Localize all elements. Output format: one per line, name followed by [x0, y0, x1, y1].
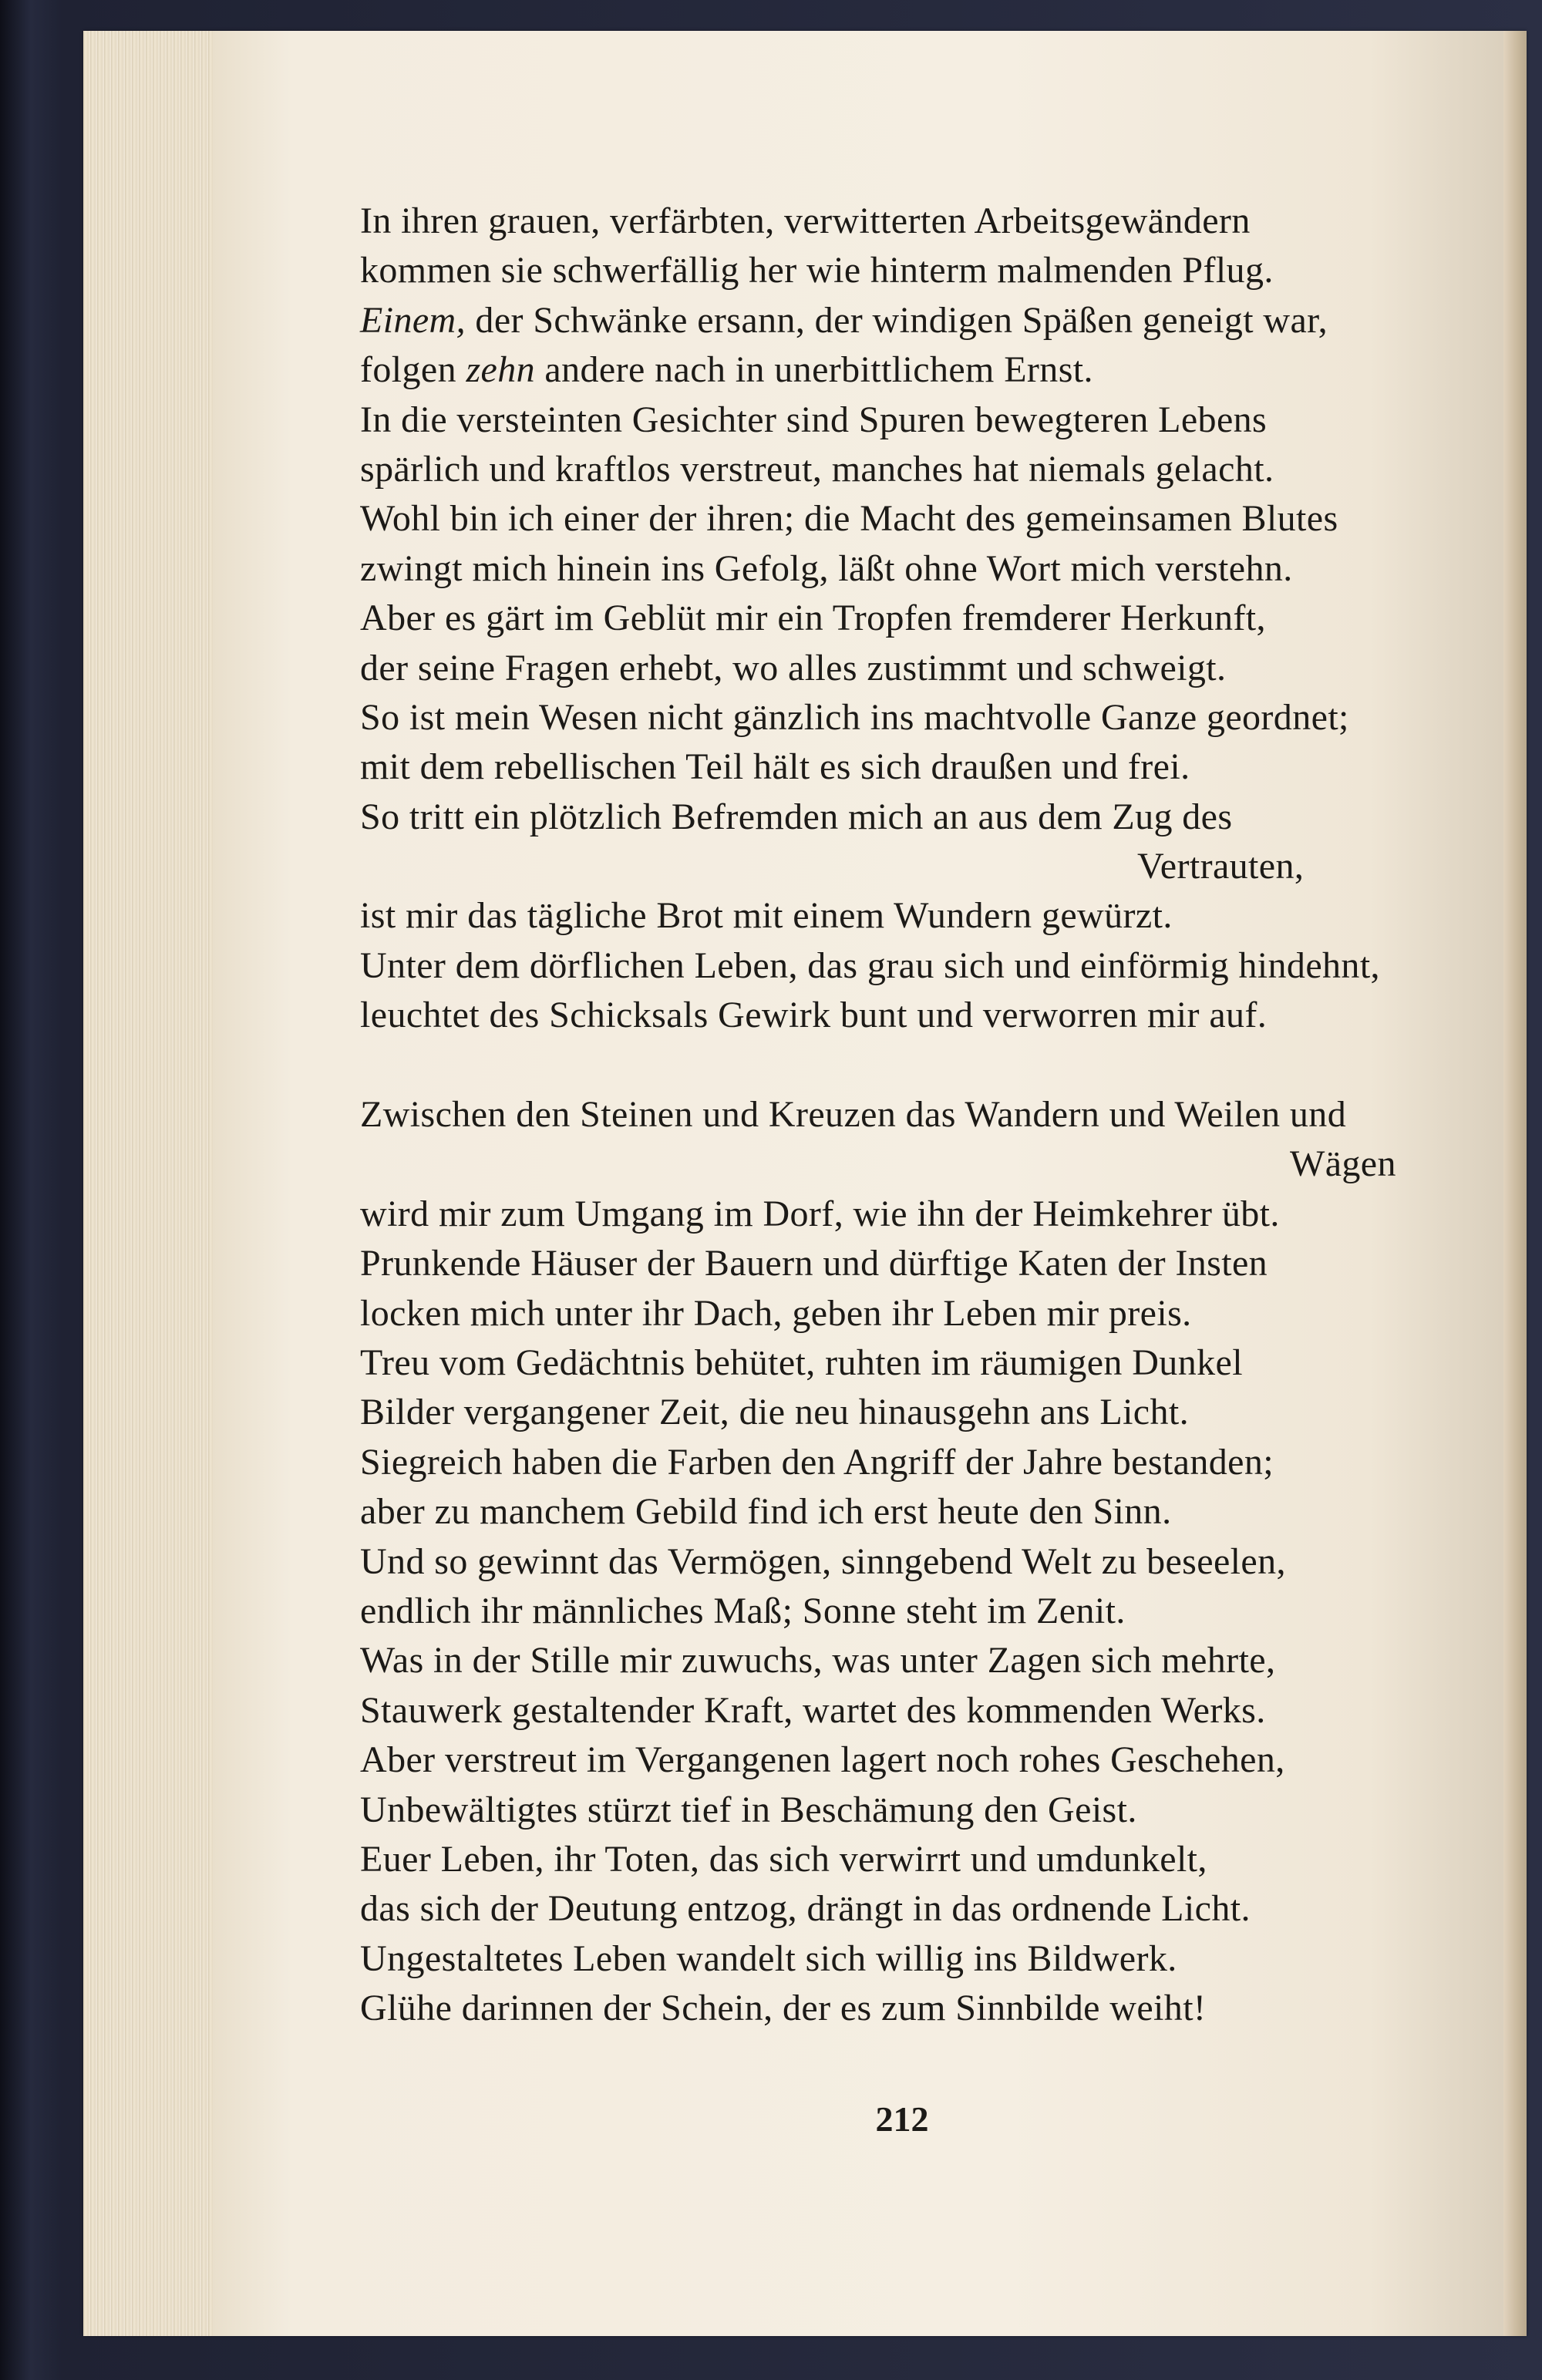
verse-line: [360, 1239, 1486, 1288]
verse-line: [360, 396, 1486, 445]
verse-line: [360, 197, 1486, 246]
verse-line: [360, 494, 1486, 544]
verse-line: [360, 693, 1486, 742]
page-gutter: [1503, 31, 1527, 2336]
verse-text: ist mir das tägliche Brot mit einem Wundern gewürzt.: [360, 895, 1173, 937]
verse-text: endlich ihr männliches Maß; Sonne steht im Zenit.: [360, 1590, 1126, 1631]
verse-line: [360, 1388, 1486, 1437]
verse-line: [360, 1884, 1486, 1934]
verse-text: Unter dem dörflichen Leben, das grau sich und einförmig hindehnt,: [360, 944, 1380, 986]
stanza-gap: [360, 1041, 1486, 1090]
verse-line: [360, 1090, 1486, 1140]
verse-line: [360, 296, 1486, 345]
verse-line: [360, 1984, 1486, 2033]
verse-text: folgen: [360, 349, 466, 391]
verse-line: [360, 1487, 1486, 1537]
italic-word: zehn: [466, 349, 536, 391]
verse-line: [360, 1587, 1486, 1636]
verse-text: Wohl bin ich einer der ihren; die Macht des gemeinsamen Blutes: [360, 498, 1338, 540]
verse-text: So tritt ein plötzlich Befremden mich an aus dem Zug des: [360, 796, 1233, 837]
verse-text: der seine Fragen erhebt, wo alles zustimmt und schweigt.: [360, 647, 1227, 688]
verse-runover: Wägen: [1290, 1143, 1396, 1185]
verse-text: Aber es gärt im Geblüt mir ein Tropfen fremderer Herkunft,: [360, 598, 1266, 639]
verse-line: [360, 991, 1486, 1040]
verse-line: [360, 445, 1486, 494]
verse-text: Prunkende Häuser der Bauern und dürftige Katen der Insten: [360, 1243, 1268, 1284]
verse-line: [360, 742, 1486, 792]
verse-text: Ungestaltetes Leben wandelt sich willig ins Bildwerk.: [360, 1937, 1177, 1979]
verse-line: [360, 1537, 1486, 1587]
verse-text: Stauwerk gestaltender Kraft, wartet des kommenden Werks.: [360, 1689, 1266, 1731]
verse-runover: Vertrauten,: [1137, 846, 1305, 887]
verse-line: [360, 1190, 1486, 1239]
page-number: 212: [875, 2099, 929, 2139]
page-edges: [83, 31, 214, 2336]
verse-text: Glühe darinnen der Schein, der es zum Sinnbilde weiht!: [360, 1988, 1207, 2029]
verse-line: [360, 891, 1486, 941]
verse-text: Aber verstreut im Vergangenen lagert noch rohes Geschehen,: [360, 1739, 1285, 1781]
verse-line: [360, 544, 1486, 594]
verse-text: spärlich und kraftlos verstreut, manches hat niemals gelacht.: [360, 448, 1274, 490]
verse-line: [360, 1289, 1486, 1338]
stanza-2: [360, 1090, 1486, 2033]
verse-line: [360, 594, 1486, 643]
verse-text: mit dem rebellischen Teil hält es sich draußen und frei.: [360, 746, 1190, 788]
verse-text: zwingt mich hinein ins Gefolg, läßt ohne Wort mich verstehn.: [360, 547, 1293, 589]
verse-text: In ihren grauen, verfärbten, verwitterten Arbeitsgewändern: [360, 200, 1251, 241]
verse-line: [360, 1835, 1486, 1884]
verse-line: [360, 246, 1486, 295]
verse-line: [360, 941, 1486, 991]
verse-line: [360, 1438, 1486, 1487]
verse-text: Euer Leben, ihr Toten, das sich verwirrt und umdunkelt,: [360, 1838, 1207, 1880]
verse-text: In die versteinten Gesichter sind Spuren bewegteren Lebens: [360, 399, 1268, 440]
verse-text: der Schwänke ersann, der windigen Späßen geneigt war,: [466, 299, 1328, 341]
verse-text: Und so gewinnt das Vermögen, sinngebend Welt zu beseelen,: [360, 1540, 1286, 1582]
verse-text: Siegreich haben die Farben den Angriff der Jahre bestanden;: [360, 1441, 1274, 1483]
verse-text: andere nach in unerbittlichem Ernst.: [535, 349, 1093, 391]
stanza-1: [360, 197, 1486, 1041]
verse-text: Zwischen den Steinen und Kreuzen das Wandern und Weilen und: [360, 1094, 1347, 1136]
verse-text: leuchtet des Schicksals Gewirk bunt und verworren mir auf.: [360, 995, 1268, 1036]
italic-word: Einem,: [360, 299, 466, 341]
verse-line: [360, 1636, 1486, 1685]
verse-text: Was in der Stille mir zuwuchs, was unter Zagen sich mehrte,: [360, 1640, 1276, 1681]
verse-line: [360, 1338, 1486, 1388]
verse-line: [360, 345, 1486, 395]
verse-line: [360, 644, 1486, 693]
verse-text: kommen sie schwerfällig her wie hinterm malmenden Pflug.: [360, 250, 1274, 291]
verse-line: [360, 1934, 1486, 1984]
verse-line: [360, 1786, 1486, 1835]
verse-text: das sich der Deutung entzog, drängt in das ordnende Licht.: [360, 1888, 1251, 1930]
verse-text: Unbewältigtes stürzt tief in Beschämung den Geist.: [360, 1789, 1137, 1830]
verse-line: [360, 1686, 1486, 1735]
verse-text: wird mir zum Umgang im Dorf, wie ihn der Heimkehrer übt.: [360, 1193, 1280, 1234]
verse-text: aber zu manchem Gebild find ich erst heute den Sinn.: [360, 1491, 1172, 1533]
verse-text: Treu vom Gedächtnis behütet, ruhten im räumigen Dunkel: [360, 1341, 1243, 1383]
verse-line: [360, 1735, 1486, 1785]
poem-text: [360, 197, 1486, 2033]
verse-text: Bilder vergangener Zeit, die neu hinausgehn ans Licht.: [360, 1392, 1190, 1433]
verse-line: [360, 793, 1486, 842]
verse-text: locken mich unter ihr Dach, geben ihr Leben mir preis.: [360, 1292, 1192, 1334]
verse-text: So ist mein Wesen nicht gänzlich ins machtvolle Ganze geordnet;: [360, 696, 1349, 738]
